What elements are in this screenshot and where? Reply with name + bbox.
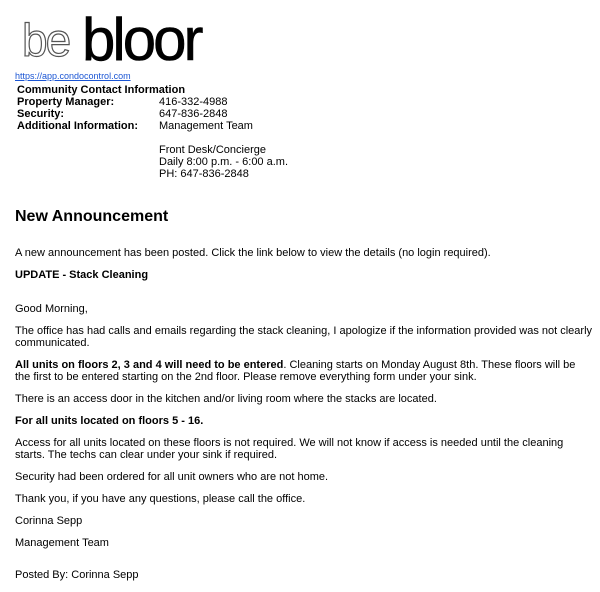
contact-extra-line: Daily 8:00 p.m. - 6:00 a.m.: [159, 156, 288, 168]
contact-value: Management Team: [159, 120, 253, 132]
signature-team: Management Team: [15, 537, 109, 549]
contact-row-security: [17, 108, 288, 120]
posted-by: Posted By: Corinna Sepp: [15, 569, 139, 581]
contact-label: Security:: [17, 108, 65, 120]
logo-prefix: be: [22, 14, 70, 66]
contact-label: Additional Information:: [17, 120, 138, 132]
paragraph: Access for all units located on these floors is not required. We will not know if access is needed until the cleaning starts. The techs can clear under your sink if required.: [15, 437, 564, 461]
paragraph: [15, 359, 593, 383]
contact-info: [17, 84, 288, 180]
condocontrol-link[interactable]: https://app.condocontrol.com: [15, 71, 131, 81]
contact-value: 416-332-4988: [159, 96, 228, 108]
announcement-body: [15, 247, 593, 581]
paragraph-rest: . Cleaning starts on Monday August 8th. These floors will be the first to be entered starting on the 2nd floor. Please remove everything form under your sink.: [15, 359, 576, 383]
contact-row-property-manager: [17, 96, 288, 108]
contact-value: 647-836-2848: [159, 108, 228, 120]
announcement-title: New Announcement: [15, 208, 169, 225]
signature-name: Corinna Sepp: [15, 515, 83, 527]
greeting: Good Morning,: [15, 303, 88, 315]
contact-extra-line: Front Desk/Concierge: [159, 144, 266, 156]
paragraph: Thank you, if you have any questions, please call the office.: [15, 493, 306, 505]
contact-heading: Community Contact Information: [17, 84, 186, 96]
logo-name: bloor: [82, 8, 201, 70]
contact-extra: [159, 144, 288, 180]
paragraph: The office has had calls and emails regarding the stack cleaning, I apologize if the information provided was not clearly communicated.: [15, 325, 593, 349]
intro-text: A new announcement has been posted. Click the link below to view the details (no login required).: [15, 247, 491, 259]
paragraph: Security had been ordered for all unit owners who are not home.: [15, 471, 329, 483]
contact-extra-line: PH: 647-836-2848: [159, 168, 249, 180]
paragraph-bold: All units on floors 2, 3 and 4 will need to be entered: [15, 359, 284, 371]
paragraph: There is an access door in the kitchen and/or living room where the stacks are located.: [15, 393, 437, 405]
announcement-subject: UPDATE - Stack Cleaning: [15, 269, 149, 281]
bebloor-logo: [22, 8, 242, 70]
contact-row-additional: [17, 120, 288, 132]
contact-label: Property Manager:: [17, 96, 115, 108]
paragraph-heading: For all units located on floors 5 - 16.: [15, 415, 204, 427]
